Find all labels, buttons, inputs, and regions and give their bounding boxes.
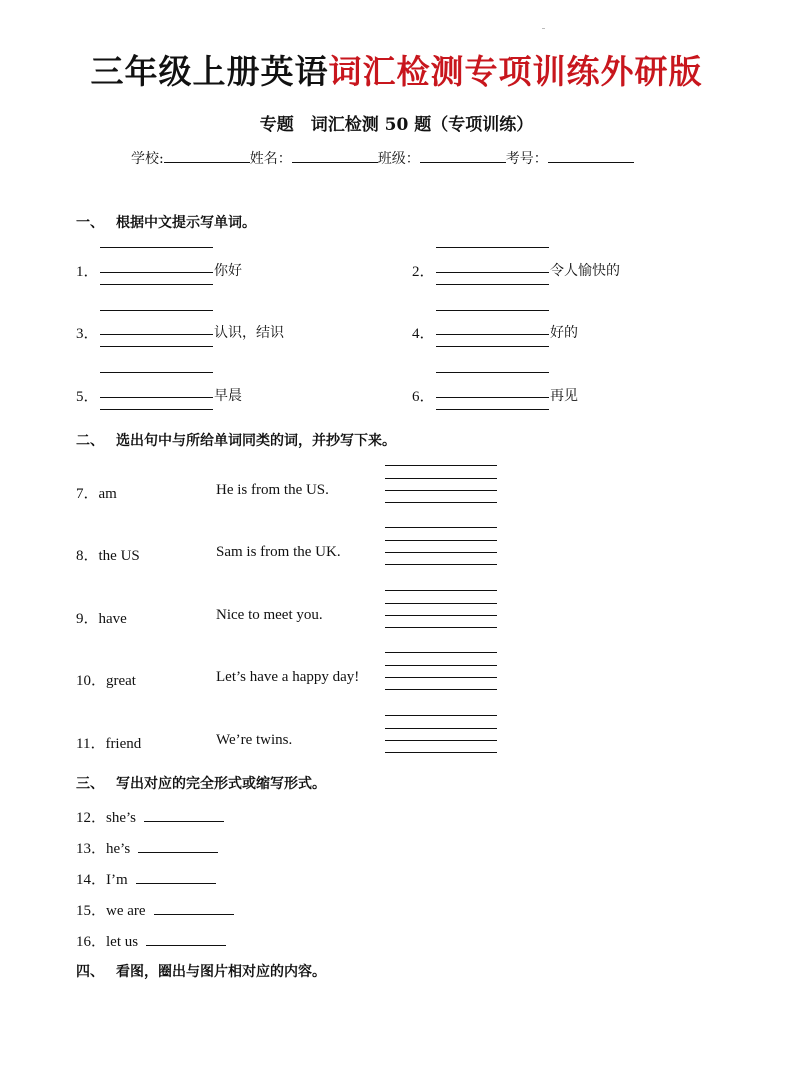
- writing-line[interactable]: [100, 247, 213, 248]
- vocab-item-5: [76, 364, 376, 424]
- writing-line[interactable]: [100, 310, 213, 311]
- writing-line[interactable]: [436, 310, 549, 311]
- answer-blank[interactable]: [136, 870, 216, 884]
- writing-line[interactable]: [100, 397, 213, 398]
- writing-line[interactable]: [385, 752, 497, 753]
- writing-line[interactable]: [436, 346, 549, 347]
- section-2-heading: [76, 430, 396, 450]
- item-sentence: He is from the US.: [216, 482, 329, 498]
- section-4-title: 看图，圈出与图片相对应的内容。: [116, 964, 326, 980]
- contraction-item-14: [76, 868, 216, 889]
- vocab-item-2: [412, 239, 712, 299]
- writing-line[interactable]: [385, 689, 497, 690]
- vocab-item-1: [76, 239, 376, 299]
- section-3-heading: [76, 773, 326, 793]
- writing-line[interactable]: [385, 615, 497, 616]
- writing-line[interactable]: [385, 478, 497, 479]
- answer-blank[interactable]: [138, 839, 218, 853]
- name-blank[interactable]: [292, 149, 378, 163]
- chinese-hint: 你好: [214, 263, 242, 279]
- writing-line[interactable]: [385, 552, 497, 553]
- item-word: 8．the US: [76, 548, 140, 564]
- chinese-hint: 早晨: [214, 388, 242, 404]
- writing-line[interactable]: [385, 540, 497, 541]
- writing-line[interactable]: [385, 728, 497, 729]
- vocab-item-6: [412, 364, 712, 424]
- writing-line[interactable]: [436, 272, 549, 273]
- answer-blank[interactable]: [144, 808, 224, 822]
- writing-line[interactable]: [436, 334, 549, 335]
- section-3-number: 三、: [76, 776, 104, 792]
- item-text: 12．she’s: [76, 810, 137, 826]
- section-2-number: 二、: [76, 433, 104, 449]
- classify-item-8: [76, 519, 516, 569]
- section-1-title: 根据中文提示写单词。: [116, 215, 256, 231]
- exam-no-label: 考号：: [505, 151, 548, 167]
- writing-line[interactable]: [100, 334, 213, 335]
- writing-line[interactable]: [385, 665, 497, 666]
- writing-line[interactable]: [436, 247, 549, 248]
- writing-line[interactable]: [385, 465, 497, 466]
- writing-line[interactable]: [385, 740, 497, 741]
- writing-line[interactable]: [436, 409, 549, 410]
- writing-line[interactable]: [385, 590, 497, 591]
- item-number: 3．: [76, 326, 99, 342]
- student-info-row: [131, 148, 634, 168]
- chinese-hint: 令人愉快的: [550, 263, 620, 279]
- contraction-item-15: [76, 899, 234, 920]
- name-label: 姓名：: [249, 151, 292, 167]
- writing-line[interactable]: [385, 677, 497, 678]
- item-text: 16．let us: [76, 934, 139, 950]
- contraction-item-13: [76, 837, 218, 858]
- contraction-item-12: [76, 806, 224, 827]
- item-number: 4．: [412, 326, 435, 342]
- classify-item-7: [76, 457, 516, 507]
- item-sentence: We’re twins.: [216, 732, 293, 748]
- classify-item-10: [76, 644, 516, 694]
- classify-item-9: [76, 582, 516, 632]
- chinese-hint: 认识，结识: [214, 325, 284, 341]
- writing-line[interactable]: [436, 372, 549, 373]
- item-number: 5．: [76, 389, 99, 405]
- section-4-heading: [76, 961, 326, 981]
- class-blank[interactable]: [420, 149, 506, 163]
- classify-item-11: [76, 707, 516, 757]
- item-text: 13．he’s: [76, 841, 131, 857]
- contraction-item-16: [76, 930, 226, 951]
- school-blank[interactable]: [164, 149, 250, 163]
- item-text: 14．I’m: [76, 872, 128, 888]
- class-label: 班级：: [377, 151, 420, 167]
- writing-line[interactable]: [436, 397, 549, 398]
- item-word: 7．am: [76, 486, 117, 502]
- item-sentence: Nice to meet you.: [216, 607, 323, 623]
- vocab-item-4: [412, 301, 712, 361]
- section-1-heading: [76, 212, 256, 232]
- document-title: [0, 46, 793, 93]
- writing-line[interactable]: [100, 372, 213, 373]
- item-number: 1．: [76, 264, 99, 280]
- title-black-part: 三年级上册英语: [90, 52, 329, 91]
- item-word: 10．great: [76, 673, 136, 689]
- writing-line[interactable]: [385, 502, 497, 503]
- writing-line[interactable]: [100, 284, 213, 285]
- writing-line[interactable]: [100, 409, 213, 410]
- document-subtitle: 专题 词汇检测 50 题（专项训练）: [259, 115, 534, 135]
- scan-dot: [542, 28, 545, 29]
- section-2-title: 选出句中与所给单词同类的词，并抄写下来。: [116, 433, 396, 449]
- writing-line[interactable]: [385, 627, 497, 628]
- item-number: 2．: [412, 264, 435, 280]
- writing-line[interactable]: [385, 715, 497, 716]
- writing-line[interactable]: [100, 346, 213, 347]
- item-word: 9．have: [76, 611, 127, 627]
- answer-blank[interactable]: [146, 932, 226, 946]
- writing-line[interactable]: [436, 284, 549, 285]
- writing-line[interactable]: [100, 272, 213, 273]
- section-4-number: 四、: [76, 964, 104, 980]
- title-red-part: 词汇检测专项训练外研版: [328, 52, 703, 91]
- item-number: 6．: [412, 389, 435, 405]
- item-sentence: Sam is from the UK.: [216, 544, 341, 560]
- item-sentence: Let’s have a happy day!: [216, 669, 360, 685]
- school-label: 学校:: [131, 151, 164, 167]
- writing-line[interactable]: [385, 652, 497, 653]
- section-3-title: 写出对应的完全形式或缩写形式。: [116, 776, 326, 792]
- exam-no-blank[interactable]: [548, 149, 634, 163]
- chinese-hint: 再见: [550, 388, 578, 404]
- item-word: 11．friend: [76, 736, 142, 752]
- writing-line[interactable]: [385, 490, 497, 491]
- vocab-item-3: [76, 301, 376, 361]
- chinese-hint: 好的: [550, 325, 578, 341]
- writing-line[interactable]: [385, 564, 497, 565]
- writing-line[interactable]: [385, 603, 497, 604]
- item-text: 15．we are: [76, 903, 146, 919]
- writing-line[interactable]: [385, 527, 497, 528]
- answer-blank[interactable]: [154, 901, 234, 915]
- section-1-number: 一、: [76, 215, 104, 231]
